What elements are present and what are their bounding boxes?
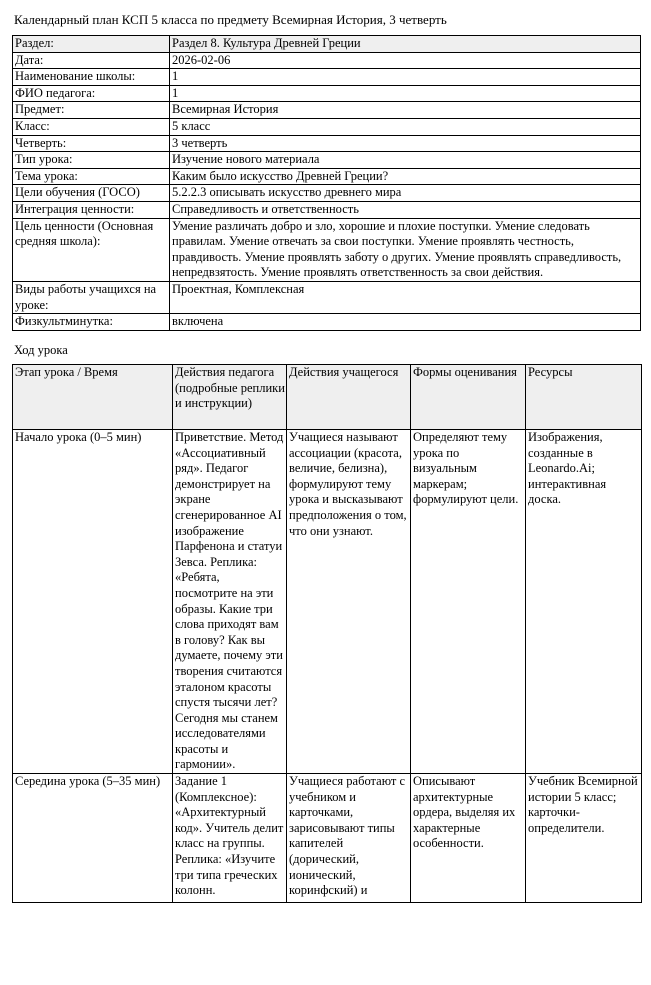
teacher-actions-cell: Задание 1 (Комплексное): «Архитектурный код». Учитель делит класс на группы. Реплика: «Изучите три типа греческих колонн.	[173, 774, 287, 903]
info-row	[13, 69, 641, 86]
info-row	[13, 218, 641, 281]
info-label: Цели обучения (ГОСО)	[13, 185, 170, 202]
info-row	[13, 85, 641, 102]
stage-cell: Начало урока (0–5 мин)	[13, 430, 173, 774]
header-student: Действия учащегося	[287, 365, 411, 430]
info-label: Физкультминутка:	[13, 314, 170, 331]
info-label: Раздел:	[13, 36, 170, 53]
resources-cell: Учебник Всемирной истории 5 класс; карточки-определители.	[526, 774, 642, 903]
resources-cell: Изображения, созданные в Leonardo.Ai; интерактивная доска.	[526, 430, 642, 774]
info-value: Справедливость и ответственность	[170, 201, 641, 218]
info-value: 5.2.2.3 описывать искусство древнего мира	[170, 185, 641, 202]
student-actions-cell: Учащиеся работают с учебником и карточками, зарисовывают типы капителей (дорический, ионический, коринфский) и	[287, 774, 411, 903]
info-value: Умение различать добро и зло, хорошие и плохие поступки. Умение следовать правилам. Умение отвечать за свои поступки. Умение проявлять честность, правдивость. Умение проявлять заботу о других. Умение проявлять справедливость, непредвзятость. Умение проявлять ответственность за свои действия.	[170, 218, 641, 281]
info-row	[13, 168, 641, 185]
info-value: Раздел 8. Культура Древней Греции	[170, 36, 641, 53]
info-row	[13, 52, 641, 69]
info-row	[13, 102, 641, 119]
info-value: включена	[170, 314, 641, 331]
info-row	[13, 281, 641, 313]
info-label: Интеграция ценности:	[13, 201, 170, 218]
header-teacher: Действия педагога (подробные реплики и инструкции)	[173, 365, 287, 430]
info-value: 5 класс	[170, 118, 641, 135]
info-label: Наименование школы:	[13, 69, 170, 86]
table-row	[13, 774, 642, 903]
info-value: 2026-02-06	[170, 52, 641, 69]
assessment-cell: Определяют тему урока по визуальным маркерам; формулируют цели.	[411, 430, 526, 774]
info-value: Изучение нового материала	[170, 152, 641, 169]
info-row	[13, 36, 641, 53]
info-value: 1	[170, 69, 641, 86]
info-row	[13, 135, 641, 152]
header-resources: Ресурсы	[526, 365, 642, 430]
info-value: Каким было искусство Древней Греции?	[170, 168, 641, 185]
header-assessment: Формы оценивания	[411, 365, 526, 430]
info-row	[13, 152, 641, 169]
info-value: Проектная, Комплексная	[170, 281, 641, 313]
info-row	[13, 314, 641, 331]
info-row	[13, 185, 641, 202]
lesson-plan-table	[12, 364, 642, 903]
info-label: Тип урока:	[13, 152, 170, 169]
info-value: 1	[170, 85, 641, 102]
table-row	[13, 430, 642, 774]
info-label: Предмет:	[13, 102, 170, 119]
info-value: Всемирная История	[170, 102, 641, 119]
info-row	[13, 118, 641, 135]
info-label: ФИО педагога:	[13, 85, 170, 102]
student-actions-cell: Учащиеся называют ассоциации (красота, величие, белизна), формулируют тему урока и высказывают предположения о том, что они узнают.	[287, 430, 411, 774]
teacher-actions-cell: Приветствие. Метод «Ассоциативный ряд». Педагог демонстрирует на экране сгенерированное AI изображение Парфенона и статуи Зевса. Реплика: «Ребята, посмотрите на эти образы. Какие три слова приходят вам в голову? Как вы думаете, почему эти творения считаются эталоном красоты спустя тысячи лет? Сегодня мы станем исследователями красоты и гармонии».	[173, 430, 287, 774]
info-row	[13, 201, 641, 218]
lesson-info-table	[12, 35, 641, 331]
info-label: Класс:	[13, 118, 170, 135]
info-label: Тема урока:	[13, 168, 170, 185]
assessment-cell: Описывают архитектурные ордера, выделяя их характерные особенности.	[411, 774, 526, 903]
info-label: Четверть:	[13, 135, 170, 152]
info-label: Дата:	[13, 52, 170, 69]
document-title: Календарный план КСП 5 класса по предмету Всемирная История, 3 четверть	[14, 12, 447, 27]
stage-cell: Середина урока (5–35 мин)	[13, 774, 173, 903]
info-value: 3 четверть	[170, 135, 641, 152]
header-stage: Этап урока / Время	[13, 365, 173, 430]
info-label: Цель ценности (Основная средняя школа):	[13, 218, 170, 281]
info-label: Виды работы учащихся на уроке:	[13, 281, 170, 313]
section-heading: Ход урока	[14, 343, 68, 357]
plan-header-row	[13, 365, 642, 430]
